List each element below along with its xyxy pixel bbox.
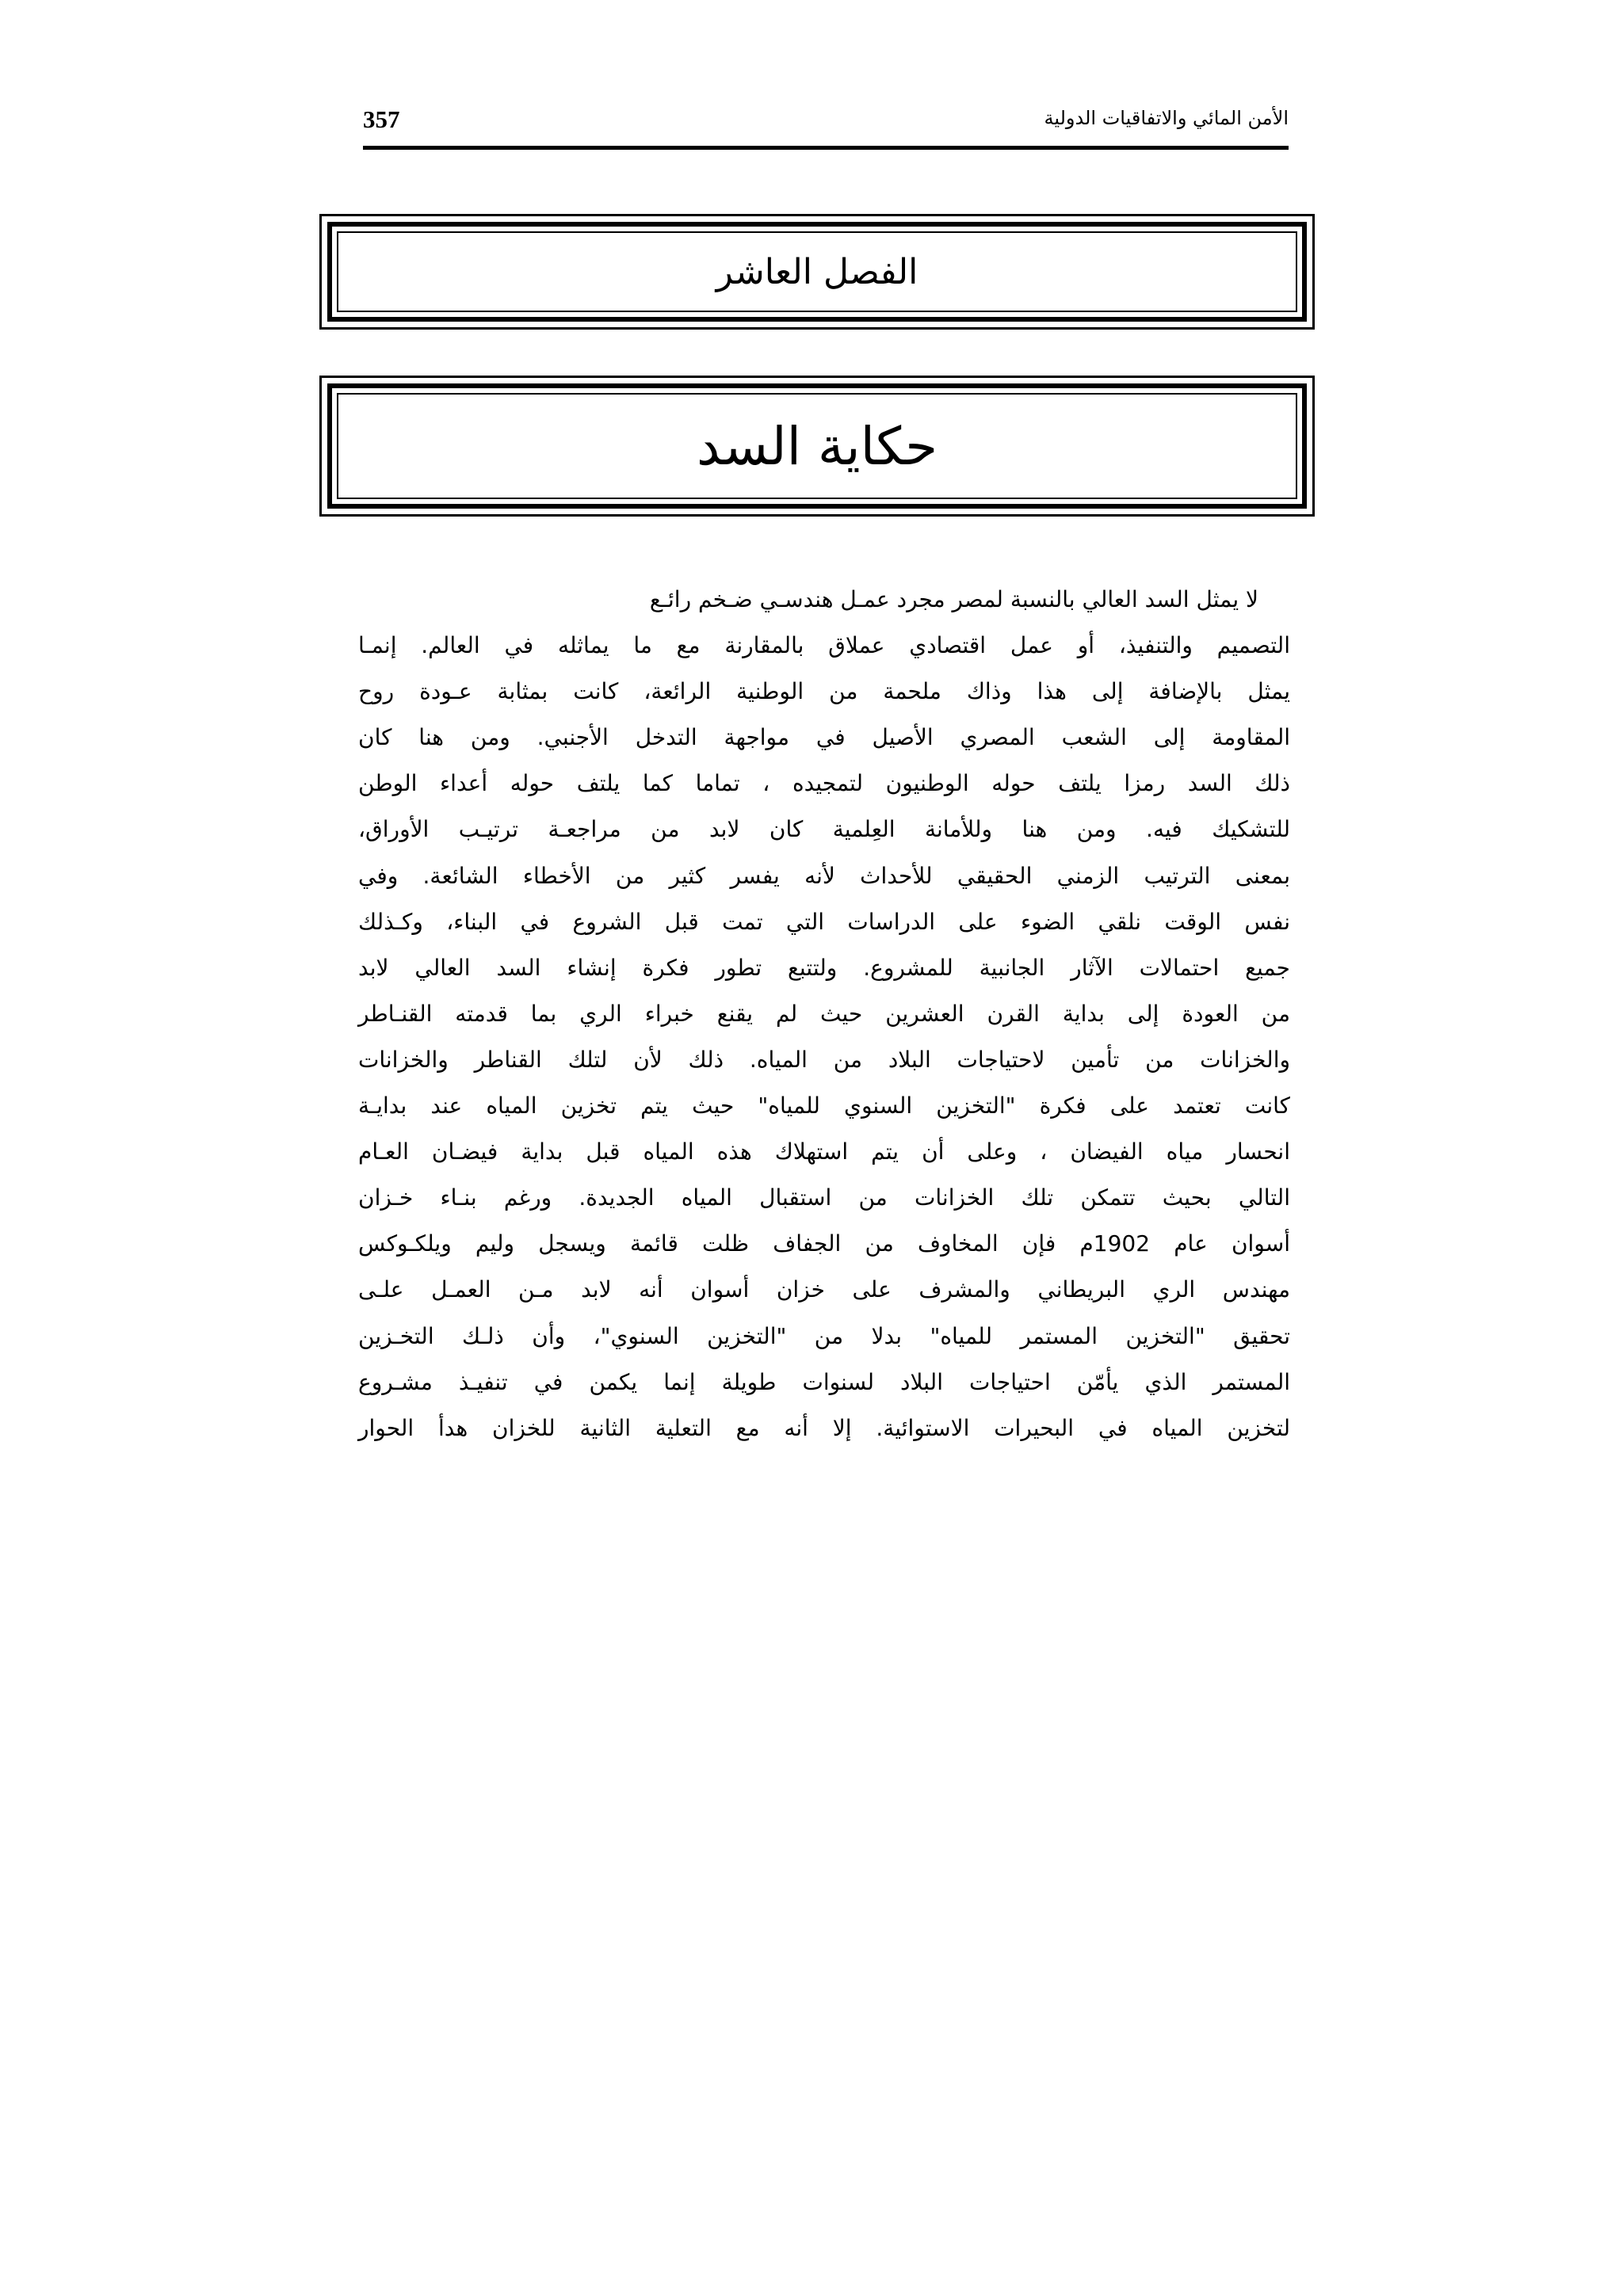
body-line: من العودة إلى بداية القرن العشرين حيث لم يقنع خبراء الري بما قدمته القنـاطر (358, 1000, 1290, 1027)
body-line: المقاومة إلى الشعب المصري الأصيل في مواجهة التدخل الأجنبي. ومن هنا كان (358, 724, 1290, 751)
body-line: لا يمثل السد العالي بالنسبة لمصر مجرد عمـل هندسـي ضـخم رائـع (649, 586, 1258, 612)
body-line: والخزانات من تأمين لاحتياجات البلاد من المياه. ذلك لأن لتلك القناطر والخزانات (358, 1046, 1290, 1073)
body-paragraph (358, 577, 1290, 1451)
body-line: تحقيق "التخزين المستمر للمياه" بدلا من "التخزين السنوي"، وأن ذلـك التخـزين (358, 1322, 1290, 1349)
body-line: أسوان عام 1902م فإن المخاوف من الجفاف ظلت قائمة ويسجل وليم ويلكـوكس (358, 1230, 1290, 1257)
running-title: الأمن المائي والاتفاقيات الدولية (1044, 107, 1289, 129)
chapter-label: الفصل العاشر (337, 231, 1297, 312)
body-line: كانت تعتمد على فكرة "التخزين السنوي للمياه" حيث يتم تخزين المياه عند بدايـة (358, 1093, 1290, 1119)
chapter-label-frame (319, 214, 1315, 330)
body-line: بمعنى الترتيب الزمني الحقيقي للأحداث لأنه يفسر كثير من الأخطاء الشائعة. وفي (358, 862, 1290, 889)
body-line: نفس الوقت نلقي الضوء على الدراسات التي تمت قبل الشروع في البناء، وكـذلك (358, 908, 1290, 935)
page-number: 357 (363, 105, 400, 133)
body-line: التصميم والتنفيذ، أو عمل اقتصادي عملاق بالمقارنة مع ما يماثله في العالم. إنمـا (358, 632, 1290, 659)
body-line: للتشكيك فيه. ومن هنا وللأمانة العِلمية كان لابد من مراجعـة ترتيـب الأوراق، (358, 816, 1290, 843)
body-line: جميع احتمالات الآثار الجانبية للمشروع. ولتتبع تطور فكرة إنشاء السد العالي لابد (358, 954, 1290, 981)
body-line: التالي بحيث تتمكن تلك الخزانات من استقبال المياه الجديدة. ورغم بنـاء خـزان (358, 1184, 1290, 1211)
header-rule (363, 146, 1289, 150)
page-header (363, 99, 1289, 147)
body-line: انحسار مياه الفيضان ، وعلى أن يتم استهلاك هذه المياه قبل بداية فيضـان العـام (358, 1138, 1290, 1165)
chapter-title-frame (319, 376, 1315, 517)
body-line: المستمر الذي يأمّن احتياجات البلاد لسنوات طويلة إنما يكمن في تنفيـذ مشـروع (358, 1368, 1290, 1395)
chapter-title: حكاية السد (337, 393, 1297, 499)
body-line: يمثل بالإضافة إلى هذا وذاك ملحمة من الوطنية الرائعة، كانت بمثابة عـودة روح (358, 678, 1290, 705)
body-line: مهندس الري البريطاني والمشرف على خزان أسوان أنه لابد مـن العمـل علـى (358, 1276, 1290, 1303)
body-line: لتخزين المياه في البحيرات الاستوائية. إلا أنه مع التعلية الثانية للخزان هدأ الحوار (358, 1414, 1290, 1441)
body-line: ذلك السد رمزا يلتف حوله الوطنيون لتمجيده ، تماما كما يلتف حوله أعداء الوطن (358, 770, 1290, 797)
